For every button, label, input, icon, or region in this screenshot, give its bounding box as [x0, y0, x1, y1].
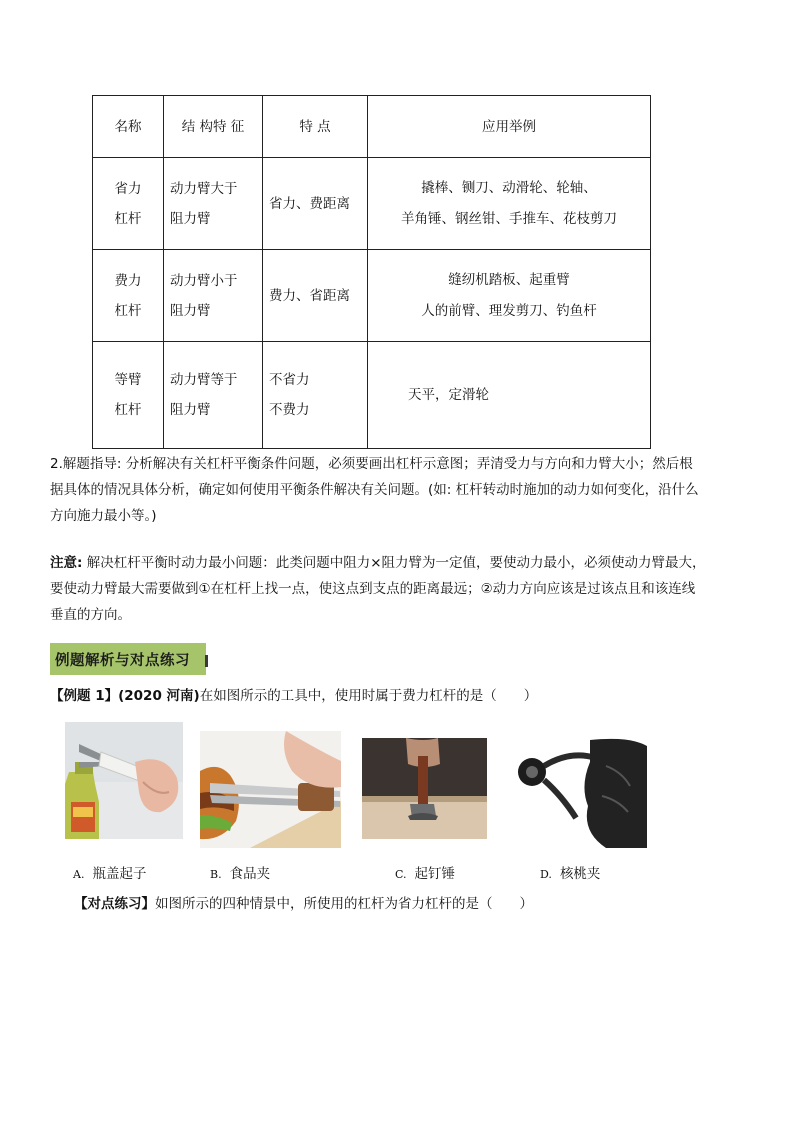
note-text: 解决杠杆平衡时动力最小问题：此类问题中阻力×阻力臂为一定值，要使动力最小，必须使动力臂最大， — [82, 555, 706, 571]
guide-line: 2.解题指导: 分析解决有关杠杆平衡条件问题，必须要画出杠杆示意图；弄清受力与方向和力臂大小；然后根 — [50, 456, 693, 472]
practice-text: 如图所示的四种情景中，所使用的杠杆为省力杠杆的是（ ） — [155, 896, 533, 912]
cell-line: 杠杆 — [114, 402, 142, 418]
header-cell: 特 点 — [263, 96, 368, 158]
table-row — [93, 250, 651, 342]
cell-line: 不省力 — [269, 372, 310, 388]
option-label: 食品夹 — [229, 866, 271, 882]
option-letter: B. — [210, 868, 222, 881]
claw-hammer-photo — [362, 738, 487, 839]
practice-question — [74, 892, 533, 912]
structure-cell — [164, 250, 263, 342]
option-b[interactable] — [210, 862, 270, 882]
note-line: 垂直的方向。 — [50, 607, 131, 623]
feature-cell — [263, 158, 368, 250]
option-c[interactable] — [395, 862, 455, 882]
examples-cell — [368, 158, 651, 250]
cell-line: 省力 — [114, 180, 142, 197]
claw-hammer-image — [362, 738, 487, 839]
example-text: 在如图所示的工具中，使用时属于费力杠杆的是（ ） — [199, 688, 538, 704]
structure-cell — [164, 342, 263, 449]
cell-line: 动力臂小于 — [170, 272, 238, 289]
example-tag: 【例题 1】(2020 河南) — [50, 688, 200, 704]
cell-line: 天平，定滑轮 — [408, 387, 489, 403]
practice-tag: 【对点练习】 — [74, 896, 155, 912]
cell-line: 不费力 — [269, 402, 310, 418]
table-header-row — [93, 96, 651, 158]
cell-line: 动力臂大于 — [170, 180, 238, 197]
guide-line: 据具体的情况具体分析，确定如何使用平衡条件解决有关问题。(如: 杠杆转动时施加的动力如何变化，沿什么 — [50, 482, 699, 498]
example-question — [50, 684, 537, 704]
guide-line: 方向施力最小等。) — [50, 508, 157, 524]
cell-line: 杠杆 — [114, 302, 142, 319]
section-banner-title: 例题解析与对点练习 — [55, 653, 190, 669]
lever-name-cell — [93, 342, 164, 449]
lever-name-cell — [93, 158, 164, 250]
food-tongs-image — [200, 731, 341, 848]
cell-line: 杠杆 — [114, 210, 142, 227]
feature-cell — [263, 250, 368, 342]
section-banner — [50, 643, 206, 675]
cell-line: 阻力臂 — [170, 302, 211, 319]
option-letter: D. — [540, 868, 552, 881]
cell-line: 动力臂等于 — [170, 372, 238, 388]
note-paragraph — [50, 550, 750, 628]
table-row — [93, 158, 651, 250]
cell-line: 费力 — [114, 272, 142, 289]
note-line: 要使动力臂最大需要做到①在杠杆上找一点，使这点到支点的距离最远；②动力方向应该是过该点且和该连线 — [50, 581, 696, 597]
bottle-opener-photo — [65, 722, 183, 839]
option-letter: C. — [395, 868, 407, 881]
cell-line: 缝纫机踏板、起重臂 — [448, 271, 570, 288]
option-label: 起钉锤 — [414, 866, 456, 882]
banner-edge-mark — [205, 655, 208, 667]
cell-line: 人的前臂、理发剪刀、钓鱼杆 — [421, 302, 597, 319]
feature-cell — [263, 342, 368, 449]
examples-cell — [368, 342, 651, 449]
nutcracker-image — [510, 736, 647, 848]
option-label: 核桃夹 — [559, 866, 601, 882]
structure-cell — [164, 158, 263, 250]
option-letter: A. — [73, 868, 85, 881]
note-line — [50, 550, 750, 576]
food-tongs-photo — [200, 731, 341, 848]
header-cell: 名称 — [93, 96, 164, 158]
solving-guide-paragraph — [50, 451, 750, 529]
cell-line: 阻力臂 — [170, 402, 211, 418]
examples-cell — [368, 250, 651, 342]
lever-classification-table — [92, 95, 651, 449]
option-d[interactable] — [540, 862, 600, 882]
bottle-opener-image — [65, 722, 183, 839]
cell-line: 省力、费距离 — [269, 195, 350, 212]
note-label: 注意: — [50, 555, 83, 571]
table-row — [93, 342, 651, 449]
lever-name-cell — [93, 250, 164, 342]
header-cell: 结 构特 征 — [164, 96, 263, 158]
option-label: 瓶盖起子 — [92, 866, 147, 882]
cell-line: 羊角锤、钢丝钳、手推车、花枝剪刀 — [401, 210, 617, 227]
option-a[interactable] — [73, 862, 146, 882]
header-cell: 应用举例 — [368, 96, 651, 158]
cell-line: 等臂 — [114, 372, 142, 388]
cell-line: 费力、省距离 — [269, 287, 350, 304]
cell-line: 阻力臂 — [170, 210, 211, 227]
cell-line: 撬棒、铡刀、动滑轮、轮轴、 — [421, 179, 597, 196]
nutcracker-photo — [510, 736, 647, 848]
